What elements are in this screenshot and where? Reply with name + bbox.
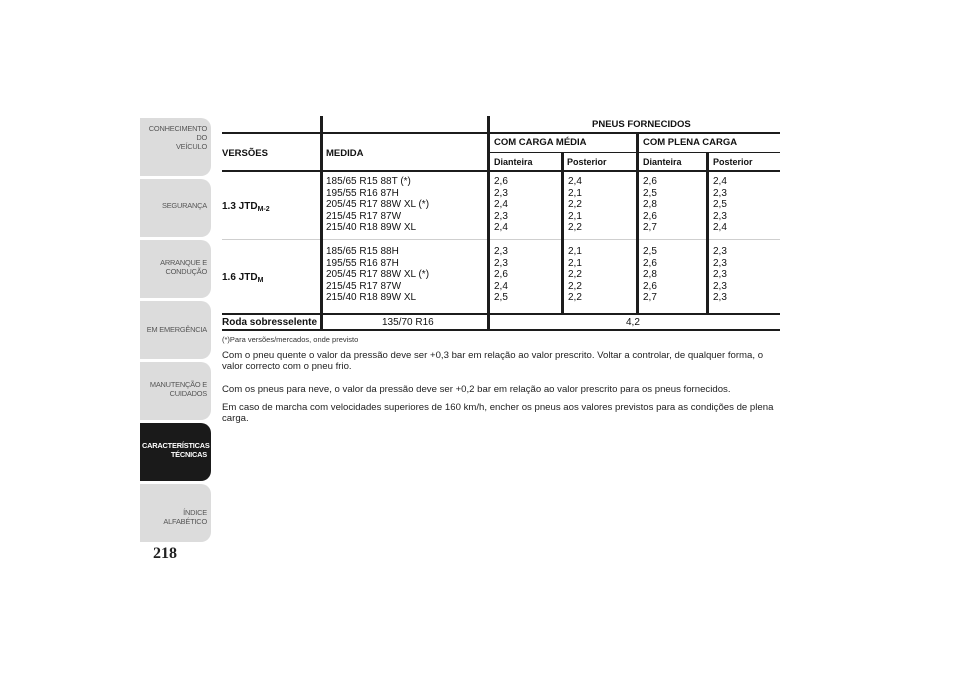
tab-label: ARRANQUE E bbox=[160, 258, 207, 267]
spare-label: Roda sobresselente bbox=[222, 317, 318, 328]
tab-label: CUIDADOS bbox=[169, 389, 207, 398]
page-number: 218 bbox=[153, 545, 177, 562]
sidebar-tab-seguranca[interactable] bbox=[140, 179, 211, 237]
tab-label: TÉCNICAS bbox=[170, 450, 207, 459]
plena-dianteira-column: 2,5 2,6 2,8 2,6 2,7 bbox=[643, 246, 657, 303]
sizes-column: 185/65 R15 88H 195/55 R16 87H 205/45 R17 88W XL (*) 215/45 R17 87W 215/40 R18 89W XL bbox=[326, 246, 430, 303]
plena-posterior-column: 2,3 2,3 2,3 2,3 2,3 bbox=[713, 246, 727, 303]
media-posterior-column: 2,4 2,1 2,2 2,1 2,2 bbox=[568, 176, 582, 233]
sidebar-tab-emergencia[interactable] bbox=[140, 301, 211, 359]
col-divider bbox=[320, 116, 323, 330]
tab-label: CONHECIMENTO DO bbox=[148, 124, 207, 142]
sidebar-tab-indice[interactable] bbox=[140, 484, 211, 542]
col-divider bbox=[706, 153, 709, 313]
group-header-media: COM CARGA MÉDIA bbox=[494, 137, 587, 148]
row-rule bbox=[222, 239, 780, 240]
media-dianteira-column: 2,6 2,3 2,4 2,3 2,4 bbox=[494, 176, 508, 233]
media-posterior-column: 2,1 2,1 2,2 2,2 2,2 bbox=[568, 246, 582, 303]
group-rule bbox=[490, 152, 780, 153]
row-rule bbox=[222, 313, 780, 315]
plena-posterior-column: 2,4 2,3 2,5 2,3 2,4 bbox=[713, 176, 727, 233]
tab-label: CARACTERÍSTICAS bbox=[142, 441, 210, 450]
media-dianteira-column: 2,3 2,3 2,6 2,4 2,5 bbox=[494, 246, 508, 303]
col-divider bbox=[636, 134, 639, 313]
header-rule bbox=[222, 132, 780, 134]
table-footnote: (*)Para versões/mercados, onde previsto bbox=[222, 335, 359, 344]
table-title: PNEUS FORNECIDOS bbox=[592, 119, 691, 130]
row-rule bbox=[222, 170, 780, 172]
sub-header-plena-dianteira: Dianteira bbox=[643, 157, 682, 167]
version-label: 1.6 $JTD_M$ bbox=[222, 272, 264, 284]
tab-label: MANUTENÇÃO E bbox=[149, 380, 207, 389]
row-rule bbox=[222, 329, 780, 331]
spare-size: 135/70 R16 bbox=[382, 317, 434, 328]
col-header-versoes: VERSÕES bbox=[222, 148, 268, 159]
sidebar-tab-manutencao[interactable] bbox=[140, 362, 211, 420]
sidebar-tab-caracteristicas[interactable] bbox=[140, 423, 211, 481]
paragraph: Com o pneu quente o valor da pressão deve ser +0,3 bar em relação ao valor prescrito. Voltar a controlar, de qualquer forma, o valor correcto com o pneu frio. bbox=[222, 350, 764, 372]
sub-header-media-posterior: Posterior bbox=[567, 157, 607, 167]
paragraph: Com os pneus para neve, o valor da pressão deve ser +0,2 bar em relação ao valor prescrito para os pneus fornecidos. bbox=[222, 384, 731, 395]
plena-dianteira-column: 2,6 2,5 2,8 2,6 2,7 bbox=[643, 176, 657, 233]
tab-label: SEGURANÇA bbox=[161, 201, 207, 210]
tab-label: VEÍCULO bbox=[175, 142, 207, 151]
col-header-medida: MEDIDA bbox=[326, 148, 364, 159]
sidebar-tab-arranque[interactable] bbox=[140, 240, 211, 298]
version-label: 1.3 $JTD_{M-2}$ bbox=[222, 201, 270, 213]
sub-header-media-dianteira: Dianteira bbox=[494, 157, 533, 167]
sizes-column: 185/65 R15 88T (*) 195/55 R16 87H 205/45 R17 88W XL (*) 215/45 R17 87W 215/40 R18 89W XL bbox=[326, 176, 430, 233]
tab-label: EM EMERGÊNCIA bbox=[146, 325, 207, 334]
col-divider bbox=[561, 153, 564, 313]
col-divider bbox=[487, 116, 490, 330]
group-header-plena: COM PLENA CARGA bbox=[643, 137, 738, 148]
spare-pressure: 4,2 bbox=[626, 317, 640, 328]
tab-label: CONDUÇÃO bbox=[165, 267, 207, 276]
sidebar-tab-conhecimento[interactable] bbox=[140, 118, 211, 176]
paragraph: Em caso de marcha com velocidades superiores de 160 km/h, encher os pneus aos valores previstos para as condições de plena carga. bbox=[222, 402, 774, 424]
tab-label: ÍNDICE ALFABÉTICO bbox=[163, 508, 207, 526]
sub-header-plena-posterior: Posterior bbox=[713, 157, 753, 167]
